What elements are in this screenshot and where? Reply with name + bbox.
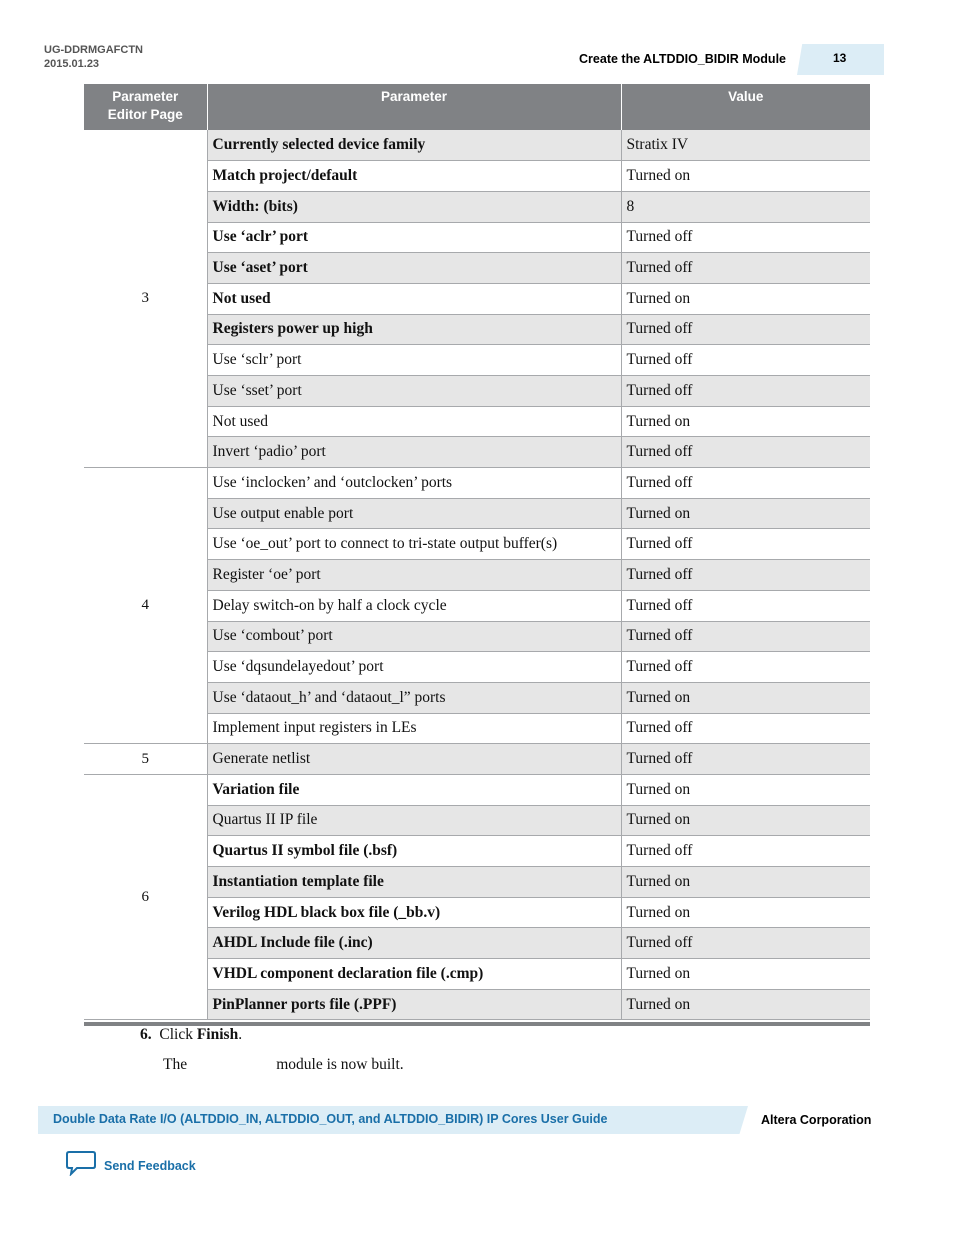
parameter-cell: PinPlanner ports file (.PPF) bbox=[207, 989, 621, 1020]
parameter-cell: Not used bbox=[207, 283, 621, 314]
value-cell: Turned on bbox=[621, 867, 870, 898]
value-cell: 8 bbox=[621, 191, 870, 222]
footer-guide-title[interactable]: Double Data Rate I/O (ALTDDIO_IN, ALTDDIO_OUT, and ALTDDIO_BIDIR) IP Cores User Guide bbox=[53, 1112, 608, 1126]
editor-page-cell: 5 bbox=[84, 744, 207, 775]
page-number: 13 bbox=[833, 51, 847, 65]
step-item bbox=[140, 1026, 242, 1044]
parameter-cell: VHDL component declaration file (.cmp) bbox=[207, 959, 621, 990]
value-cell: Turned off bbox=[621, 713, 870, 744]
parameter-table bbox=[84, 84, 870, 1020]
parameter-cell: Quartus II IP file bbox=[207, 805, 621, 836]
value-cell: Turned off bbox=[621, 560, 870, 591]
editor-page-cell: 6 bbox=[84, 774, 207, 1020]
send-feedback-link[interactable] bbox=[66, 1150, 196, 1181]
value-cell: Turned off bbox=[621, 529, 870, 560]
parameter-cell: Implement input registers in LEs bbox=[207, 713, 621, 744]
table-row bbox=[84, 468, 870, 499]
table-row bbox=[84, 774, 870, 805]
parameter-cell: Use ‘combout’ port bbox=[207, 621, 621, 652]
value-cell: Turned on bbox=[621, 897, 870, 928]
parameter-cell: Use ‘sset’ port bbox=[207, 376, 621, 407]
doc-id: UG-DDRMGAFCTN bbox=[44, 44, 143, 56]
value-cell: Turned off bbox=[621, 376, 870, 407]
parameter-cell: Delay switch-on by half a clock cycle bbox=[207, 590, 621, 621]
section-title: Create the ALTDDIO_BIDIR Module bbox=[579, 52, 786, 66]
step-emphasis: Finish bbox=[196, 1026, 239, 1043]
header-editor-page: Parameter Editor Page bbox=[84, 84, 207, 130]
step-number: 6. bbox=[140, 1026, 152, 1043]
parameter-cell: Use ‘inclocken’ and ‘outclocken’ ports bbox=[207, 468, 621, 499]
value-cell: Turned off bbox=[621, 345, 870, 376]
value-cell: Turned on bbox=[621, 161, 870, 192]
send-feedback-label[interactable]: Send Feedback bbox=[104, 1158, 196, 1173]
parameter-cell: Invert ‘padio’ port bbox=[207, 437, 621, 468]
parameter-cell: Use ‘dataout_h’ and ‘dataout_l” ports bbox=[207, 682, 621, 713]
value-cell: Turned off bbox=[621, 253, 870, 284]
value-cell: Turned off bbox=[621, 590, 870, 621]
parameter-cell: Not used bbox=[207, 406, 621, 437]
header-parameter: Parameter bbox=[207, 84, 621, 130]
value-cell: Turned on bbox=[621, 959, 870, 990]
step-text-after: . bbox=[238, 1026, 243, 1043]
editor-page-cell: 3 bbox=[84, 130, 207, 468]
parameter-cell: AHDL Include file (.inc) bbox=[207, 928, 621, 959]
doc-date: 2015.01.23 bbox=[44, 58, 100, 70]
parameter-cell: Use ‘aclr’ port bbox=[207, 222, 621, 253]
value-cell: Turned on bbox=[621, 989, 870, 1020]
parameter-cell: Register ‘oe’ port bbox=[207, 560, 621, 591]
parameter-cell: Use ‘oe_out’ port to connect to tri-state output buffer(s) bbox=[207, 529, 621, 560]
parameter-cell: Use ‘sclr’ port bbox=[207, 345, 621, 376]
parameter-cell: Use ‘aset’ port bbox=[207, 253, 621, 284]
table-header-row bbox=[84, 84, 870, 130]
value-cell: Turned off bbox=[621, 928, 870, 959]
parameter-cell: Registers power up high bbox=[207, 314, 621, 345]
value-cell: Turned off bbox=[621, 314, 870, 345]
footer-company: Altera Corporation bbox=[761, 1113, 872, 1127]
parameter-cell: Variation file bbox=[207, 774, 621, 805]
parameter-cell: Quartus II symbol file (.bsf) bbox=[207, 836, 621, 867]
value-cell: Turned off bbox=[621, 836, 870, 867]
header-value: Value bbox=[621, 84, 870, 130]
parameter-cell: Match project/default bbox=[207, 161, 621, 192]
editor-page-cell: 4 bbox=[84, 468, 207, 744]
value-cell: Turned off bbox=[621, 437, 870, 468]
value-cell: Turned on bbox=[621, 498, 870, 529]
value-cell: Turned off bbox=[621, 222, 870, 253]
table-row bbox=[84, 130, 870, 161]
value-cell: Turned on bbox=[621, 682, 870, 713]
parameter-cell: Verilog HDL black box file (_bb.v) bbox=[207, 897, 621, 928]
table-body bbox=[84, 130, 870, 1020]
table-row bbox=[84, 744, 870, 775]
parameter-cell: Generate netlist bbox=[207, 744, 621, 775]
value-cell: Turned off bbox=[621, 621, 870, 652]
speech-bubble-icon bbox=[66, 1150, 96, 1181]
result-line: The module is now built. bbox=[163, 1056, 404, 1073]
value-cell: Turned off bbox=[621, 652, 870, 683]
parameter-cell: Width: (bits) bbox=[207, 191, 621, 222]
step-text-before: Click bbox=[159, 1026, 197, 1043]
doc-id-block bbox=[44, 43, 143, 71]
value-cell: Stratix IV bbox=[621, 130, 870, 161]
value-cell: Turned off bbox=[621, 744, 870, 775]
value-cell: Turned on bbox=[621, 406, 870, 437]
parameter-cell: Instantiation template file bbox=[207, 867, 621, 898]
value-cell: Turned off bbox=[621, 468, 870, 499]
value-cell: Turned on bbox=[621, 805, 870, 836]
value-cell: Turned on bbox=[621, 283, 870, 314]
parameter-cell: Use output enable port bbox=[207, 498, 621, 529]
parameter-cell: Use ‘dqsundelayedout’ port bbox=[207, 652, 621, 683]
parameter-cell: Currently selected device family bbox=[207, 130, 621, 161]
value-cell: Turned on bbox=[621, 774, 870, 805]
